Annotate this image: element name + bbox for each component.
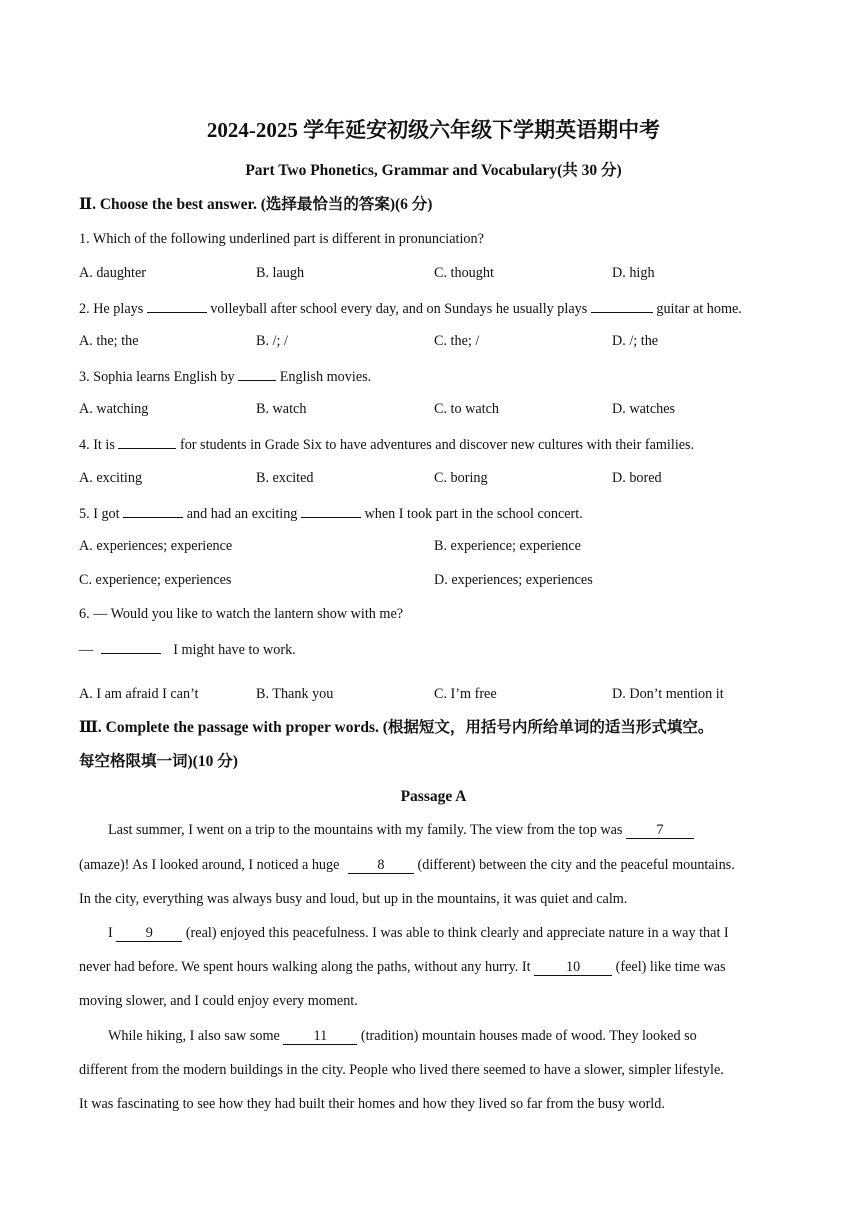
q6-text: I might have to work. [173,642,296,658]
q5-text-1: 5. I got [79,506,124,522]
q5-option-c: C. experience; experiences [79,572,232,588]
passage-line-8: different from the modern buildings in the city. People who lived there seemed to have a slower, simpler lifestyle. [79,1062,724,1078]
q4-option-d: D. bored [612,470,662,486]
passage-text: While hiking, I also saw some [108,1028,284,1044]
blank-7: 7 [626,822,694,839]
q5-option-a: A. experiences; experience [79,538,233,554]
passage-title: Passage A [400,788,467,805]
blank-8: 8 [348,857,414,874]
section-2-heading: Ⅱ. Choose the best answer. (选择最恰当的答案)(6 分) [79,196,433,213]
passage-text: I [108,925,117,941]
q4-text-1: 4. It is [79,437,119,453]
question-2 [79,297,742,319]
q6-blank [101,638,161,654]
q1-option-c: C. thought [434,265,494,281]
blank-10: 10 [534,959,612,976]
passage-text: (amaze)! As I looked around, I noticed a huge [79,857,343,873]
passage-text: Last summer, I went on a trip to the mountains with my family. The view from the top was [108,822,626,838]
question-1: 1. Which of the following underlined part is different in pronunciation? [79,231,484,247]
q6-option-c: C. I’m free [434,686,497,702]
passage-line-2 [79,855,791,875]
question-6-response [79,638,296,660]
q2-option-d: D. /; the [612,333,659,349]
q6-option-d: D. Don’t mention it [612,686,724,702]
q2-option-b: B. /; / [256,333,288,349]
q1-option-b: B. laugh [256,265,305,281]
q2-blank-1 [147,297,207,313]
q2-option-a: A. the; the [79,333,139,349]
q1-option-d: D. high [612,265,655,281]
q4-option-c: C. boring [434,470,488,486]
section-3-heading-line2: 每空格限填一词)(10 分) [79,753,238,770]
q3-text-1: 3. Sophia learns English by [79,369,239,385]
passage-text: (real) enjoyed this peacefulness. I was able to think clearly and appreciate nature in a way that I [182,925,729,941]
q2-text-2: volleyball after school every day, and on Sundays he usually plays [206,301,591,317]
q3-option-d: D. watches [612,401,676,417]
passage-text: (feel) like time was [612,959,726,975]
q5-blank-1 [123,502,183,518]
q6-option-b: B. Thank you [256,686,334,702]
q6-dash: — [79,642,94,658]
q5-option-d: D. experiences; experiences [434,572,593,588]
passage-line-5 [79,957,791,977]
q2-text-3: guitar at home. [652,301,742,317]
q4-blank [118,433,176,449]
blank-11: 11 [283,1028,357,1045]
q2-option-c: C. the; / [434,333,480,349]
q3-option-c: C. to watch [434,401,500,417]
passage-line-6: moving slower, and I could enjoy every moment. [79,993,358,1009]
q5-blank-2 [301,502,361,518]
question-3 [79,365,371,387]
question-5 [79,502,583,524]
q5-text-3: when I took part in the school concert. [360,506,583,522]
q4-text-2: for students in Grade Six to have adventures and discover new cultures with their families. [176,437,695,453]
q2-blank-2 [591,297,653,313]
passage-line-4 [79,923,791,943]
passage-text: (tradition) mountain houses made of wood. They looked so [357,1028,697,1044]
passage-line-1 [79,820,791,840]
question-4 [79,433,694,455]
q3-option-b: B. watch [256,401,307,417]
q4-option-a: A. exciting [79,470,143,486]
passage-line-3: In the city, everything was always busy and loud, but up in the mountains, it was quiet and calm. [79,891,628,907]
passage-text: (different) between the city and the peaceful mountains. [413,857,735,873]
q1-option-a: A. daughter [79,265,146,281]
passage-line-7 [79,1026,791,1046]
question-6: 6. — Would you like to watch the lantern show with me? [79,606,404,622]
q4-option-b: B. excited [256,470,314,486]
q5-option-b: B. experience; experience [434,538,581,554]
q3-option-a: A. watching [79,401,149,417]
q5-text-2: and had an exciting [183,506,301,522]
passage-text: never had before. We spent hours walking along the paths, without any hurry. It [79,959,535,975]
passage-line-9: It was fascinating to see how they had built their homes and how they lived so far from the busy world. [79,1096,665,1112]
section-3-heading-line1: Ⅲ. Complete the passage with proper words. (根据短文，用括号内所给单词的适当形式填空。 [79,719,714,736]
blank-9: 9 [116,925,182,942]
q3-text-2: English movies. [276,369,372,385]
q3-blank [238,365,276,381]
part-title: Part Two Phonetics, Grammar and Vocabulary(共 30 分) [245,162,622,179]
q6-option-a: A. I am afraid I can’t [79,686,199,702]
page-title: 2024-2025 学年延安初级六年级下学期英语期中考 [206,118,661,142]
q2-text-1: 2. He plays [79,301,147,317]
